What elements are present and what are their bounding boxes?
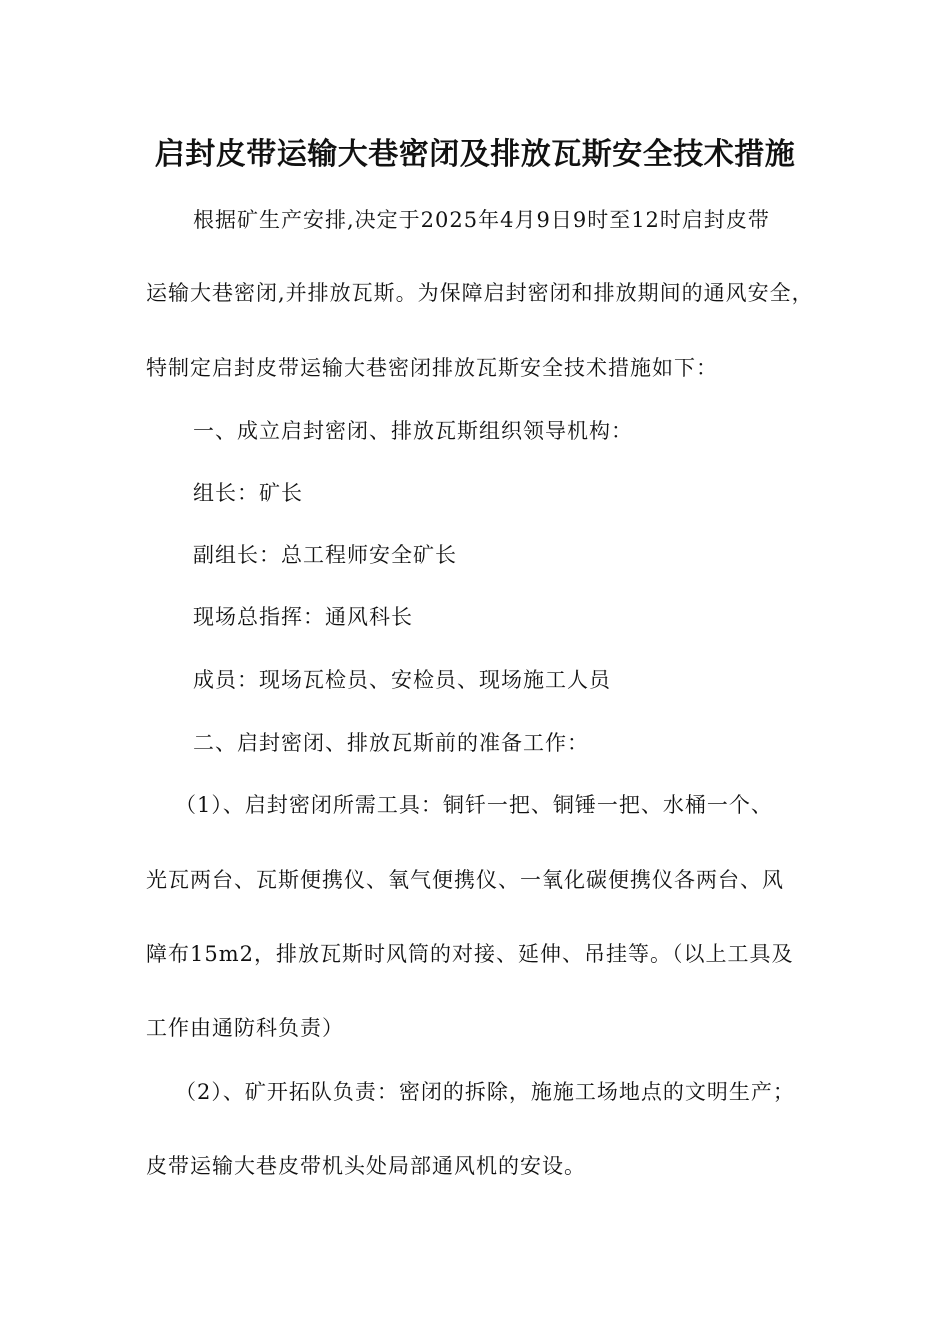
paragraph-line: 障布15m2，排放瓦斯时风筒的对接、延伸、吊挂等。（以上工具及 [146,942,794,966]
paragraph-line: 工作由通防科负责） [146,1016,344,1040]
paragraph-line: 特制定启封皮带运输大巷密闭排放瓦斯安全技术措施如下： [146,356,718,380]
paragraph-line: 现场总指挥：通风科长 [193,605,413,629]
document-title: 启封皮带运输大巷密闭及排放瓦斯安全技术措施 [154,137,796,172]
paragraph-line: 组长：矿长 [193,481,303,505]
section-heading: 一、成立启封密闭、排放瓦斯组织领导机构： [193,419,633,443]
paragraph-line: （2）、矿开拓队负责：密闭的拆除，施施工场地点的文明生产； [175,1080,795,1104]
paragraph-line: （1）、启封密闭所需工具：铜钎一把、铜锤一把、水桶一个、 [175,793,773,817]
paragraph-line: 副组长：总工程师安全矿长 [193,543,457,567]
paragraph-line: 光瓦两台、瓦斯便携仪、氧气便携仪、一氧化碳便携仪各两台、风 [146,868,784,892]
section-heading: 二、启封密闭、排放瓦斯前的准备工作： [193,731,589,755]
paragraph-line: 成员：现场瓦检员、安检员、现场施工人员 [193,668,611,692]
paragraph-line: 根据矿生产安排,决定于2025年4月9日9时至12时启封皮带 [193,208,770,232]
paragraph-line: 皮带运输大巷皮带机头处局部通风机的安设。 [146,1154,586,1178]
paragraph-line: 运输大巷密闭,并排放瓦斯。为保障启封密闭和排放期间的通风安全， [146,281,814,305]
